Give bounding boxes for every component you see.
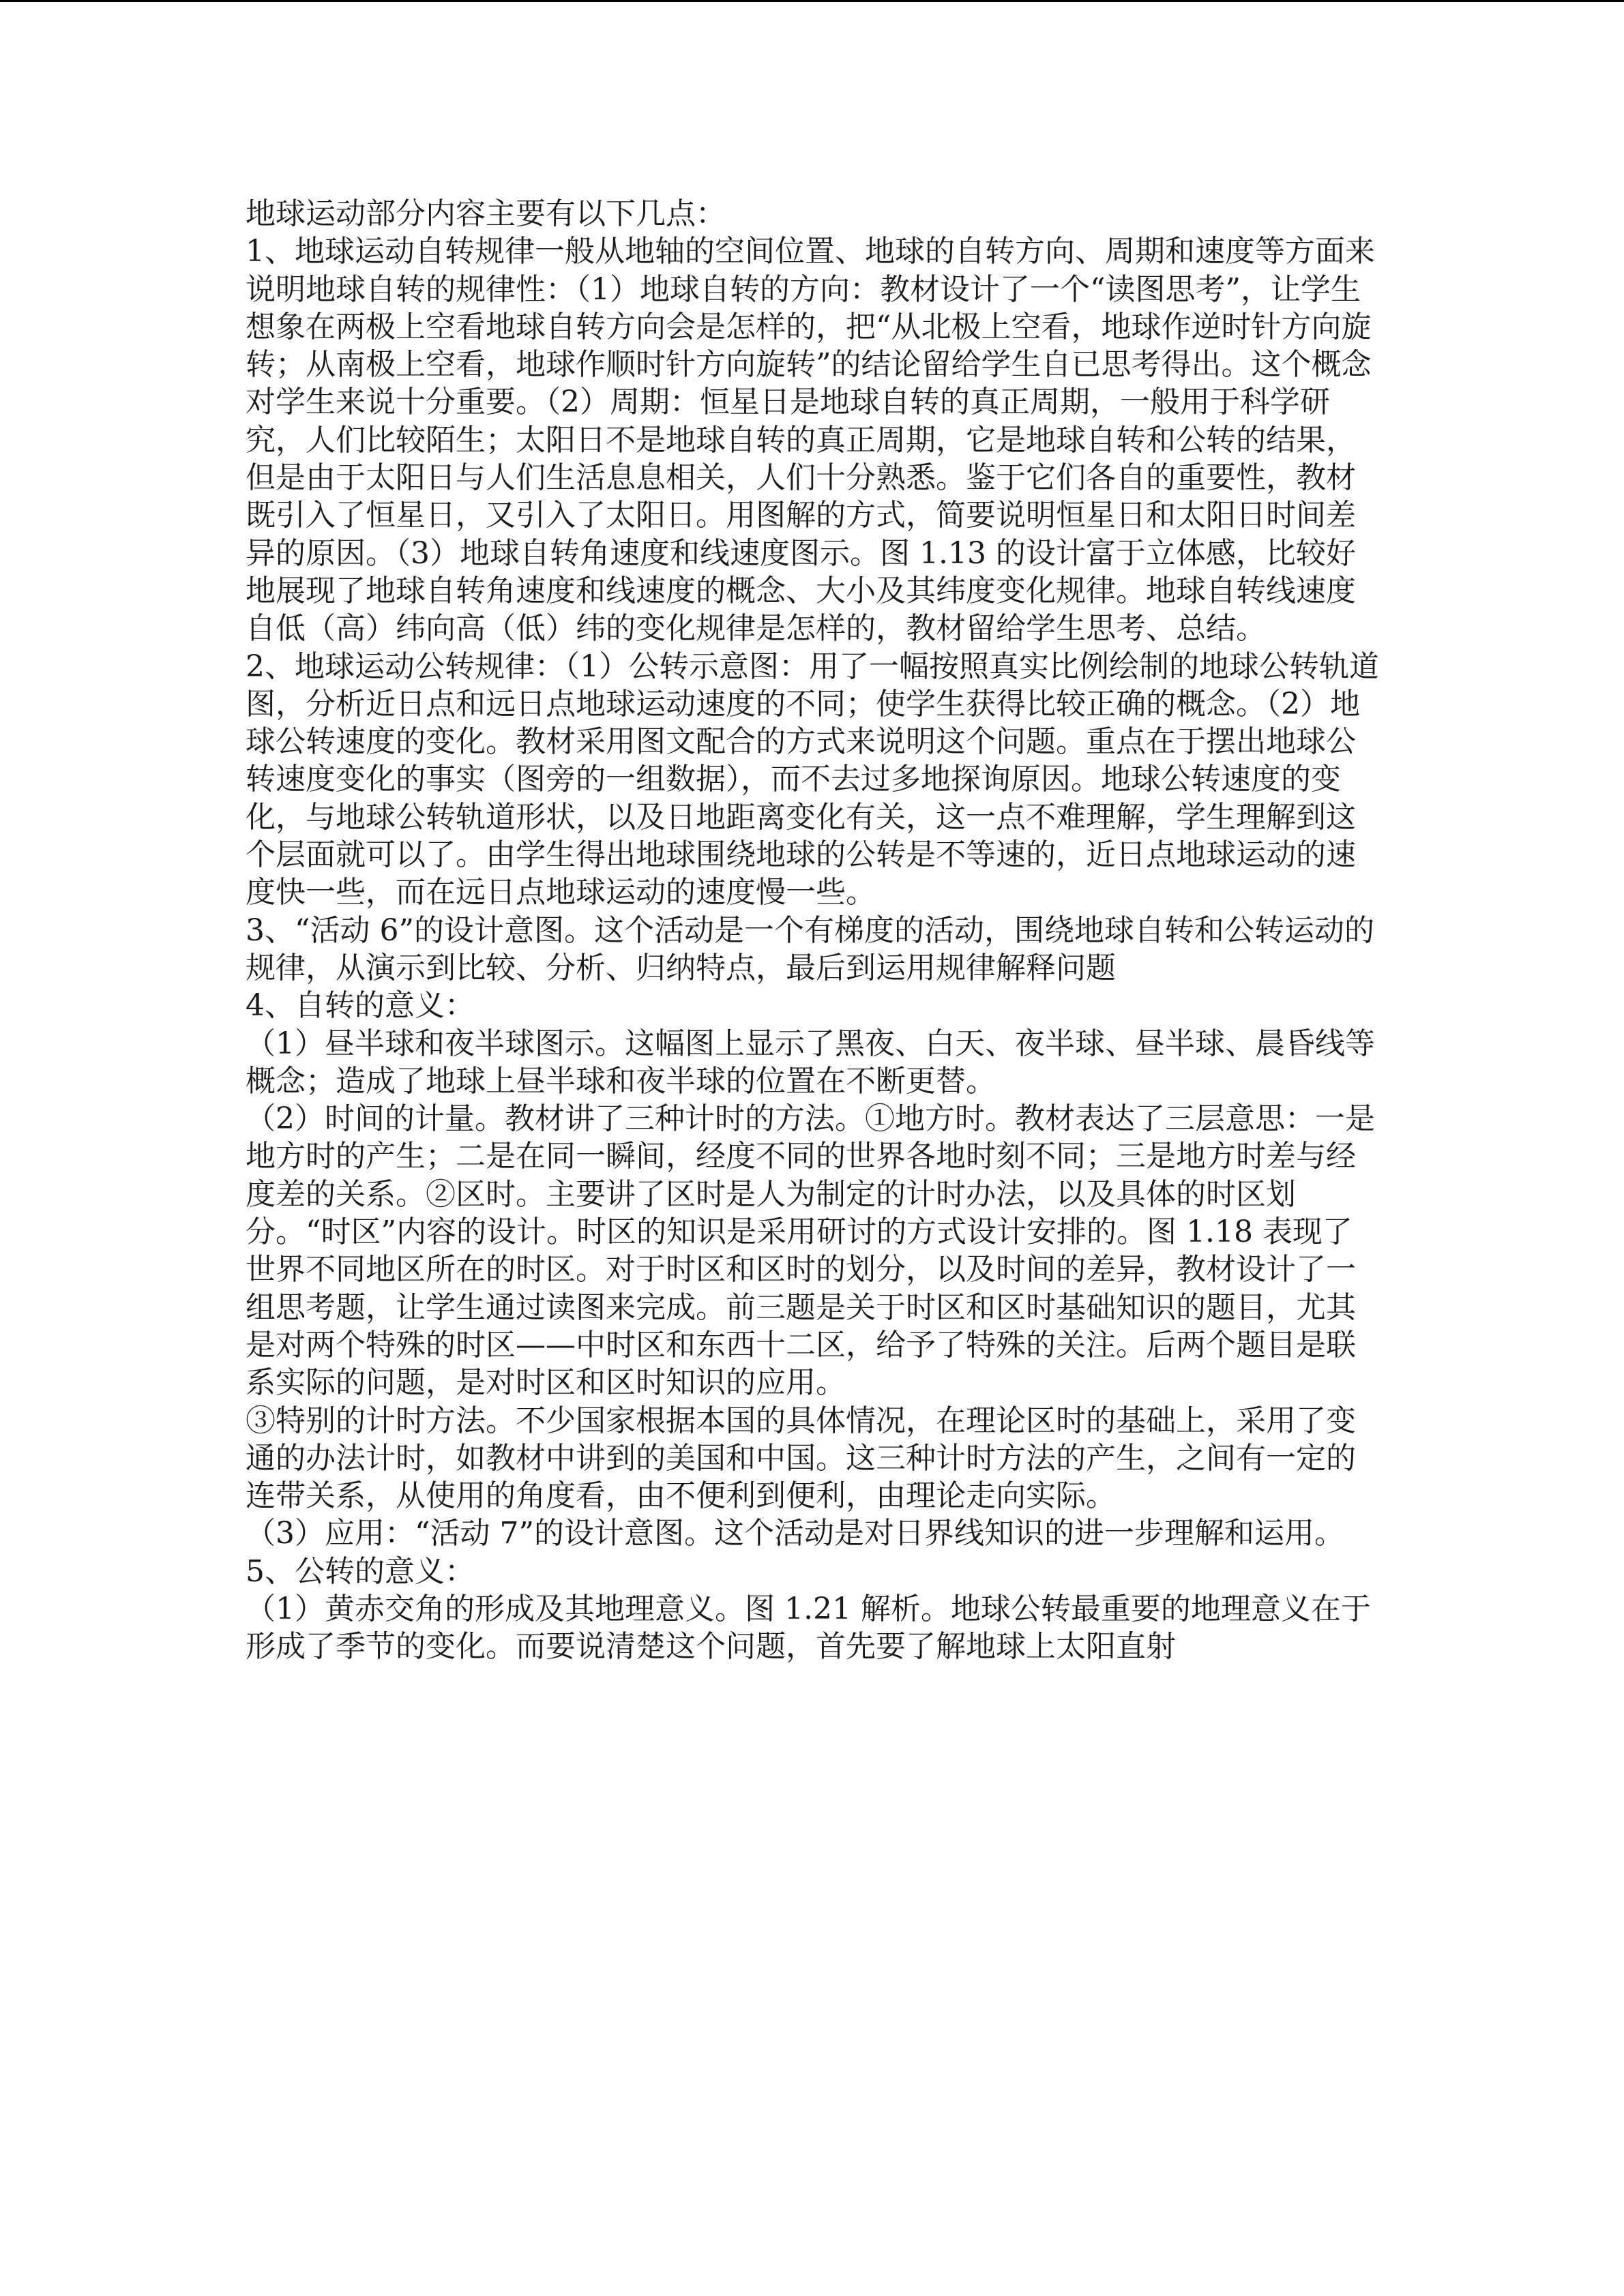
paragraph-intro: 地球运动部分内容主要有以下几点： [246, 196, 726, 231]
paragraph-obliquity: （1）黄赤交角的形成及其地理意义。图 1.21 解析。地球公转最重要的地理意义在于形成了季节的变化。而要说清楚这个问题，首先要了解地球上太阳直射 [246, 1591, 1371, 1665]
page-top-border [0, 0, 1624, 2]
paragraph-time-measurement: （2）时间的计量。教材讲了三种计时的方法。①地方时。教材表达了三层意思：一是地方时的产生；二是在同一瞬间，经度不同的世界各地时刻不同；三是地方时差与经度差的关系。②区时。主要讲了区时是人为制定的计时办法，以及具体的时区划分。“时区”内容的设计。时区的知识是采用研讨的方式设计安排的。图 1.18 表现了世界不同地区所在的时区。对于时区和区时的划分，以及时间的差异，教材设计了一组思考题，让学生通过读图来完成。前三题是关于时区和区时基础知识的题目，尤其是对两个特殊的时区——中时区和东西十二区，给予了特殊的关注。后两个题目是联系实际的问题，是对时区和区时知识的应用。 [246, 1101, 1375, 1401]
paragraph-activity-7: （3）应用：“活动 7”的设计意图。这个活动是对日界线知识的进一步理解和运用。 [246, 1516, 1344, 1551]
paragraph-day-night-hemispheres: （1）昼半球和夜半球图示。这幅图上显示了黑夜、白天、夜半球、昼半球、晨昏线等概念；造成了地球上昼半球和夜半球的位置在不断更替。 [246, 1026, 1375, 1099]
paragraph-revolution-significance-heading: 5、公转的意义： [246, 1553, 475, 1589]
paragraph-rotation-significance-heading: 4、自转的意义： [246, 988, 475, 1024]
paragraph-revolution-rules: 2、地球运动公转规律：（1）公转示意图：用了一幅按照真实比例绘制的地球公转轨道图，分析近日点和远日点地球运动速度的不同；使学生获得比较正确的概念。（2）地球公转速度的变化。教材采用图文配合的方式来说明这个问题。重点在于摆出地球公转速度变化的事实（图旁的一组数据），而不去过多地探询原因。地球公转速度的变化，与地球公转轨道形状，以及日地距离变化有关，这一点不难理解，学生理解到这个层面就可以了。由学生得出地球围绕地球的公转是不等速的，近日点地球运动的速度快一些，而在远日点地球运动的速度慢一些。 [246, 648, 1379, 910]
document-page [246, 195, 1381, 1666]
paragraph-activity-6: 3、“活动 6”的设计意图。这个活动是一个有梯度的活动，围绕地球自转和公转运动的规律，从演示到比较、分析、归纳特点，最后到运用规律解释问题 [246, 912, 1374, 985]
paragraph-rotation-rules: 1、地球运动自转规律一般从地轴的空间位置、地球的自转方向、周期和速度等方面来说明地球自转的规律性：（1）地球自转的方向：教材设计了一个“读图思考”，让学生想象在两极上空看地球自转方向会是怎样的，把“从北极上空看，地球作逆时针方向旋转；从南极上空看，地球作顺时针方向旋转”的结论留给学生自已思考得出。这个概念对学生来说十分重要。（2）周期：恒星日是地球自转的真正周期，一般用于科学研究，人们比较陌生；太阳日不是地球自转的真正周期，它是地球自转和公转的结果，但是由于太阳日与人们生活息息相关，人们十分熟悉。鉴于它们各自的重要性，教材既引入了恒星日，又引入了太阳日。用图解的方式，简要说明恒星日和太阳日时间差异的原因。（3）地球自转角速度和线速度图示。图 1.13 的设计富于立体感，比较好地展现了地球自转角速度和线速度的概念、大小及其纬度变化规律。地球自转线速度自低（高）纬向高（低）纬的变化规律是怎样的，教材留给学生思考、总结。 [246, 234, 1375, 646]
paragraph-special-timekeeping: ③特别的计时方法。不少国家根据本国的具体情况，在理论区时的基础上，采用了变通的办法计时，如教材中讲到的美国和中国。这三种计时方法的产生，之间有一定的连带关系，从使用的角度看，由不便利到便利，由理论走向实际。 [246, 1403, 1356, 1514]
